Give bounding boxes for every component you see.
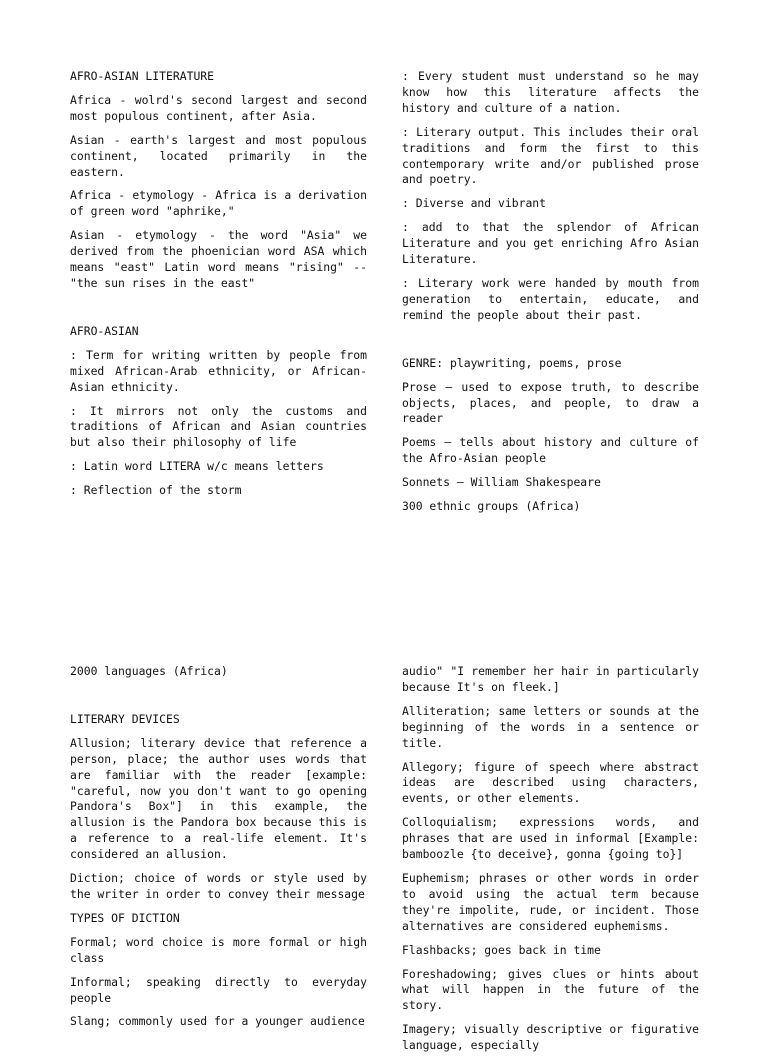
paragraph: Sonnets – William Shakespeare: [402, 475, 601, 490]
column-2: [402, 69, 699, 523]
paragraph: Diction; choice of words or style used by the writer in order to convey their message: [70, 871, 367, 901]
paragraph: : Every student must understand so he may know how this literature affects the history and culture of a nation.: [402, 69, 699, 115]
genre-line: GENRE: playwriting, poems, prose: [402, 355, 622, 370]
section-heading: TYPES OF DICTION: [70, 910, 180, 925]
paragraph: Poems – tells about history and culture of the Afro-Asian people: [402, 435, 699, 466]
paragraph: Flashbacks; goes back in time: [402, 942, 601, 957]
paragraph: : Literary work were handed by mouth from generation to entertain, educate, and remind the people about their past.: [402, 275, 699, 322]
paragraph: 300 ethnic groups (Africa): [402, 499, 581, 514]
paragraph: 2000 languages (Africa): [70, 664, 228, 678]
paragraph: : Diverse and vibrant: [402, 196, 547, 211]
paragraph: Africa - wolrd's second largest and second most populous continent, after Asia.: [70, 92, 367, 123]
paragraph: audio" "I remember her hair in particularly because It's on fleek.]: [402, 664, 699, 694]
paragraph: Asian - earth's largest and most populous continent, located primarily in the eastern.: [70, 132, 367, 179]
paragraph: Asian - etymology - the word "Asia" we derived from the phoenician word ASA which means "east" Latin word means "rising" -- "the sun rises in the east": [70, 228, 367, 290]
paragraph: Alliteration; same letters or sounds at the beginning of the words in a sentence or title.: [402, 703, 699, 750]
paragraph: : Latin word LITERA w/c means letters: [70, 459, 324, 474]
paragraph: : Literary output. This includes their oral traditions and form the first to this contemporary write and/or published prose and poetry.: [402, 124, 699, 187]
paragraph: Prose – used to expose truth, to describe objects, places, and people, to draw a reader: [402, 379, 699, 426]
paragraph: Formal; word choice is more formal or high class: [70, 934, 367, 965]
paragraph: Allusion; literary device that reference a person, place; the author uses words that are familiar with the reader [example: "careful, now you don't want to go opening Pandora's Box"] in this example, the allusion is the Pandora box because this is a reference to a real-life element. It's considered an allusion.: [70, 735, 367, 862]
paragraph: Colloquialism; expressions words, and phrases that are used in informal [Example: bamboozle {to deceive}, gonna {going to}]: [402, 815, 699, 862]
paragraph: Informal; speaking directly to everyday people: [70, 974, 367, 1005]
paragraph: Euphemism; phrases or other words in order to avoid using the actual term because they're impolite, rude, or incident. Those alternatives are considered euphemisms.: [402, 870, 699, 933]
paragraph: Africa - etymology - Africa is a derivation of green word "aphrike,": [70, 188, 367, 219]
column-4: [402, 664, 699, 1062]
paragraph: Allegory; figure of speech where abstract ideas are described using characters, events, or other elements.: [402, 759, 699, 806]
paragraph: Foreshadowing; gives clues or hints about what will happen in the future of the story.: [402, 966, 699, 1013]
paragraph: : add to that the splendor of African Literature and you get enriching Afro Asian Literature.: [402, 220, 699, 267]
paragraph: : It mirrors not only the customs and traditions of African and Asian countries but also their philosophy of life: [70, 403, 367, 450]
section-heading: AFRO-ASIAN: [70, 323, 139, 338]
paragraph: Slang; commonly used for a younger audience: [70, 1014, 365, 1029]
paragraph: : Reflection of the storm: [70, 483, 242, 498]
column-3: [70, 664, 367, 1038]
section-heading: AFRO-ASIAN LITERATURE: [70, 69, 215, 83]
paragraph: : Term for writing written by people from mixed African-Arab ethnicity, or African-Asian ethnicity.: [70, 347, 367, 394]
column-1: [70, 69, 367, 507]
paragraph: Imagery; visually descriptive or figurative language, especially: [402, 1022, 699, 1053]
section-heading: LITERARY DEVICES: [70, 711, 180, 726]
